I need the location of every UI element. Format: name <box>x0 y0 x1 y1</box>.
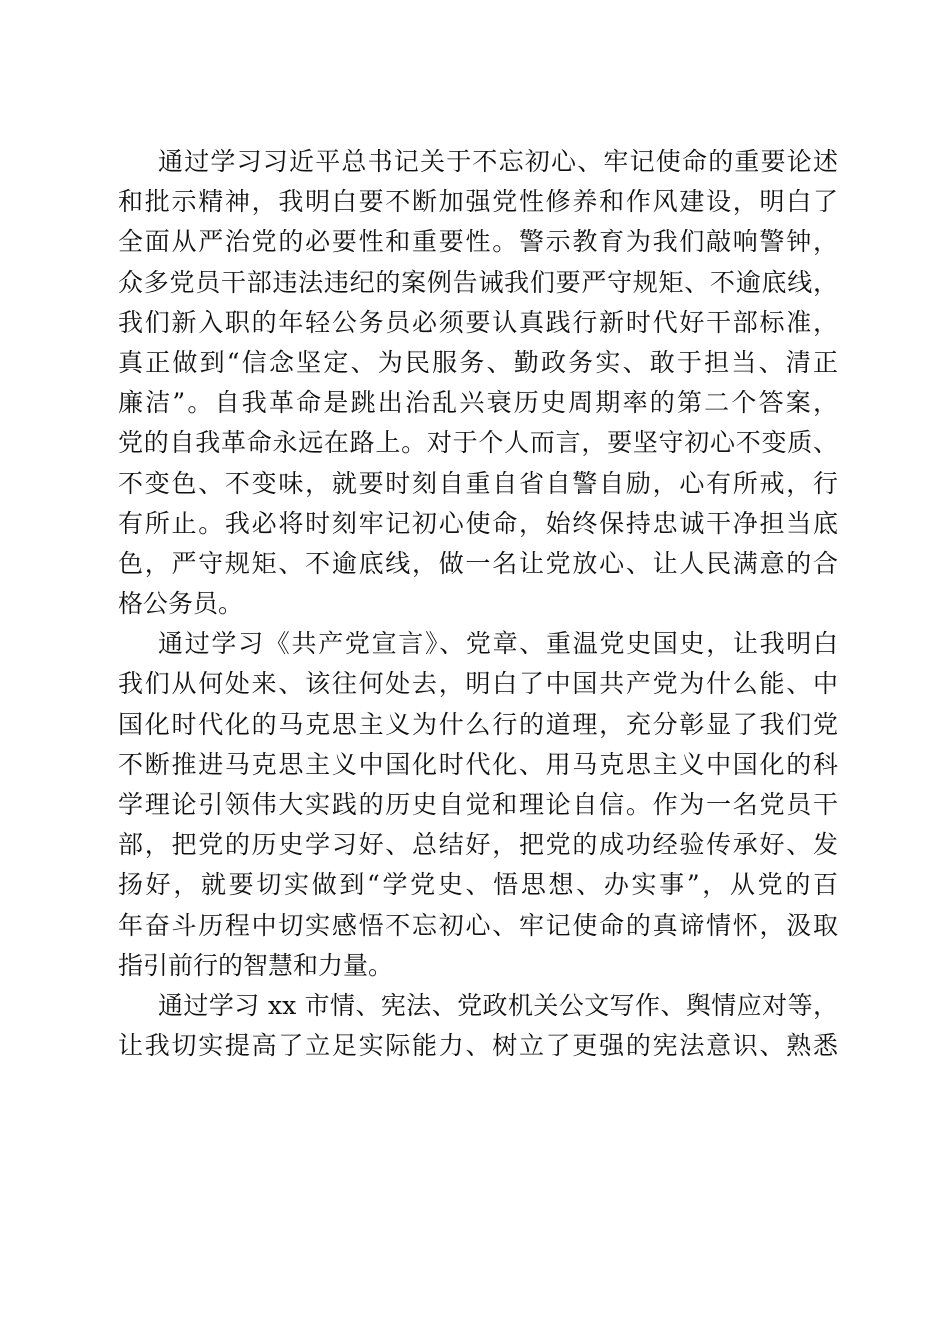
text-line: 格公务员。 <box>118 589 244 619</box>
text-line: 让我切实提高了立足实际能力、树立了更强的宪法意识、熟悉 <box>118 1031 838 1061</box>
text-line: 学理论引领伟大实践的历史自觉和理论自信。作为一名党员干 <box>118 790 838 819</box>
text-line: 真正做到“信念坚定、为民服务、勤政务实、敢于担当、清正 <box>118 347 838 377</box>
text-line: 党的自我革命永远在路上。对于个人而言，要坚守初心不变质、 <box>118 428 838 458</box>
text-line: 部，把党的历史学习好、总结好，把党的成功经验传承好、发 <box>118 830 838 860</box>
text-line: 不断推进马克思主义中国化时代化、用马克思主义中国化的科 <box>118 749 838 779</box>
text-line: 我们从何处来、该往何处去，明白了中国共产党为什么能、中 <box>118 669 838 699</box>
document-body <box>118 142 838 1066</box>
text-line: 年奋斗历程中切实感悟不忘初心、牢记使命的真谛情怀，汲取 <box>118 910 838 940</box>
paragraph-1 <box>118 142 838 624</box>
text-line: 众多党员干部违法违纪的案例告诫我们要严守规矩、不逾底线， <box>118 267 838 297</box>
text-line: 通过学习《共产党宣言》、党章、重温党史国史，让我明白 <box>158 629 838 659</box>
text-line: 全面从严治党的必要性和重要性。警示教育为我们敲响警钟， <box>118 227 838 257</box>
paragraph-2 <box>118 624 838 986</box>
paragraph-3 <box>118 986 838 1066</box>
text-line: 指引前行的智慧和力量。 <box>118 950 394 980</box>
text-line: 国化时代化的马克思主义为什么行的道理，充分彰显了我们党 <box>118 709 838 739</box>
text-line: 通过学习 xx 市情、宪法、党政机关公文写作、舆情应对等， <box>158 990 838 1020</box>
text-line: 扬好，就要切实做到“学党史、悟思想、办实事”，从党的百 <box>118 870 838 900</box>
text-line: 有所止。我必将时刻牢记初心使命，始终保持忠诚干净担当底 <box>118 508 838 538</box>
text-line: 不变色、不变味，就要时刻自重自省自警自励，心有所戒，行 <box>118 468 838 498</box>
text-line: 和批示精神，我明白要不断加强党性修养和作风建设，明白了 <box>118 187 838 217</box>
text-line: 廉洁”。自我革命是跳出治乱兴衰历史周期率的第二个答案， <box>118 388 838 418</box>
text-line: 通过学习习近平总书记关于不忘初心、牢记使命的重要论述 <box>158 147 838 176</box>
text-line: 色，严守规矩、不逾底线，做一名让党放心、让人民满意的合 <box>118 548 838 578</box>
text-line: 我们新入职的年轻公务员必须要认真践行新时代好干部标准， <box>118 307 838 337</box>
